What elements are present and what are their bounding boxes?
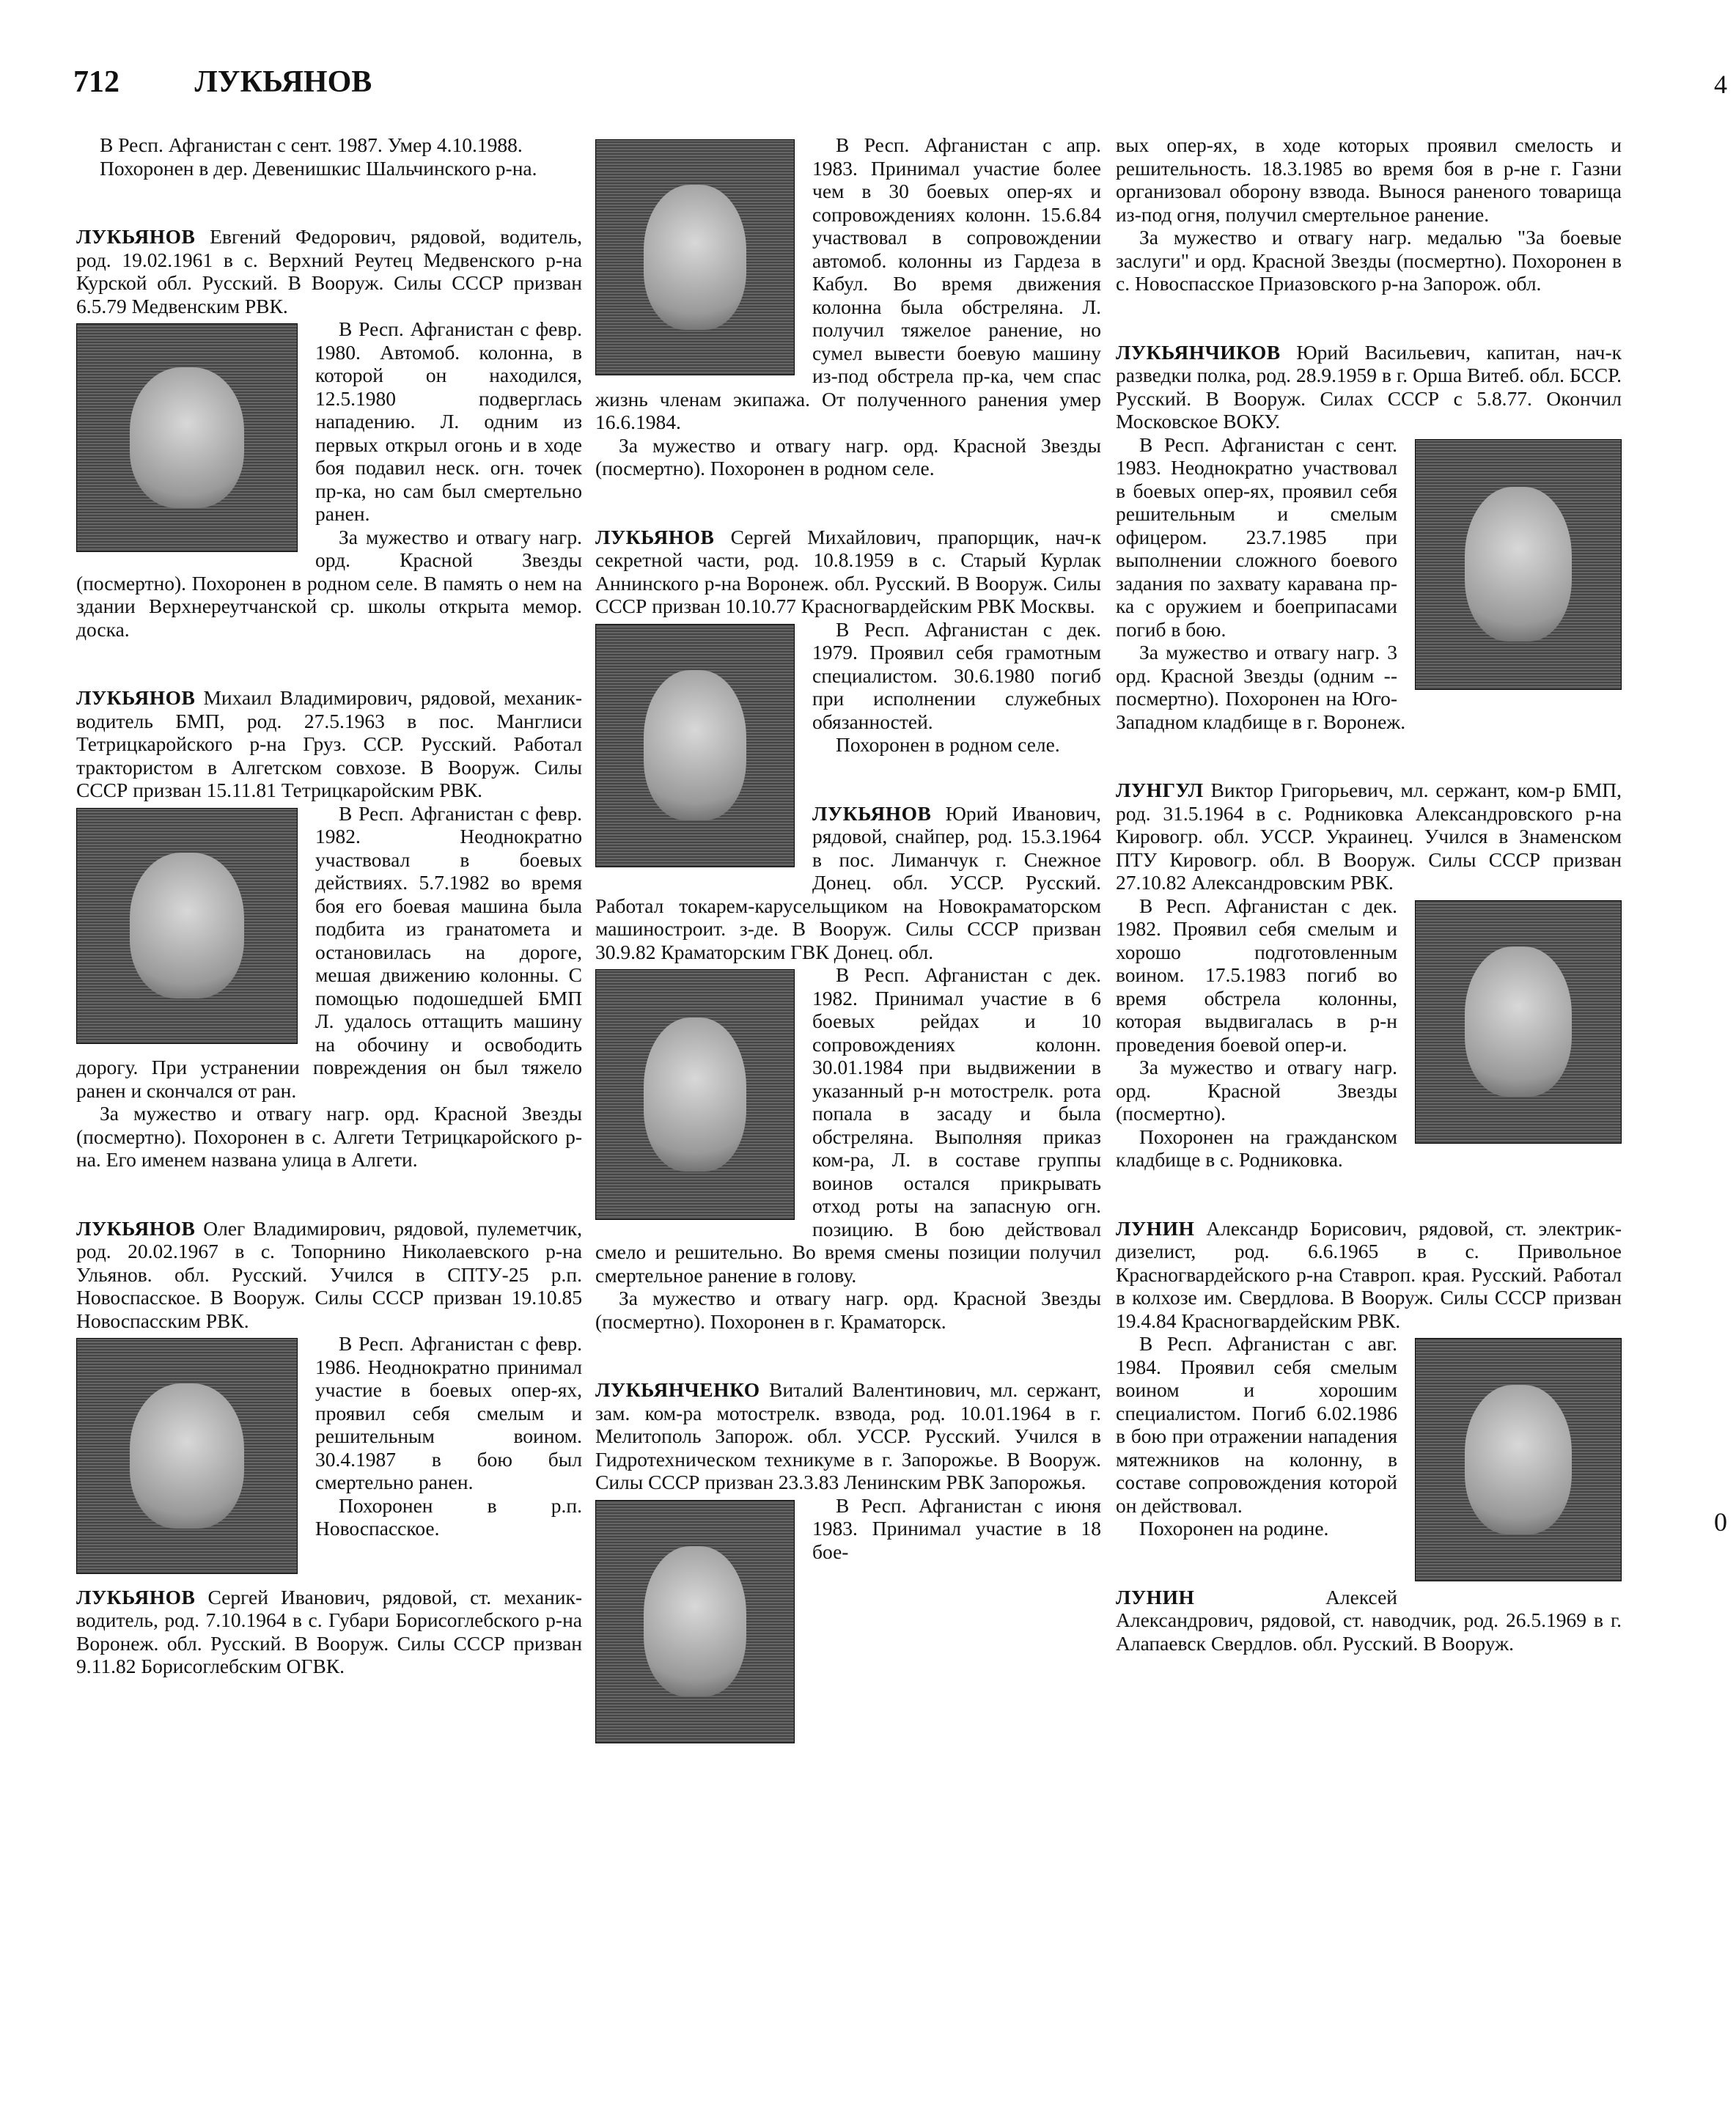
- entry-lunin-alexandr: [1116, 1217, 1622, 1540]
- entry-surname: ЛУКЬЯНЧИКОВ: [1116, 340, 1281, 364]
- entry-surname: ЛУКЬЯНОВ: [76, 1216, 196, 1240]
- entry-surname: ЛУНИН: [1116, 1585, 1195, 1608]
- entry-lukyanov-sergey-mikhailovich: [595, 526, 1101, 757]
- entry-lead: Евгений Федорович, рядовой, водитель, род. 19.02.1961 в с. Верхний Реутец Медвенского р-на Курской обл. Русский. В Вооруж. Силы СССР призван 6.5.79 Медвенским РВК.: [76, 225, 582, 317]
- entry-surname: ЛУКЬЯНЧЕНКО: [595, 1378, 760, 1401]
- entry-paragraph: За мужество и отвагу нагр. орд. Красной Звезды (посмертно).: [1116, 1056, 1397, 1125]
- page-header: [73, 65, 372, 100]
- portrait-photo: [595, 1500, 795, 1743]
- entry-paragraph: В Респ. Афганистан с дек. 1982. Проявил себя смелым и хорошо подготовленным воином. 17.5.1983 погиб во время обстрела колонны, которая выдвигалась в р-н проведения боевой опер-и.: [1116, 894, 1397, 1056]
- entry-paragraph: За мужество и отвагу нагр. орд. Красной Звезды (посмертно). Похоронен в родном селе.: [595, 433, 1101, 479]
- column-2: [595, 133, 1101, 1749]
- entry-paragraph: Похоронен в дер. Девенишкис Шальчинского р-на.: [100, 156, 537, 180]
- entry-surname: ЛУКЬЯНОВ: [76, 1585, 196, 1608]
- entry-paragraph: В Респ. Афганистан с июня 1983. Принимал участие в 18 бое-: [812, 1493, 1101, 1563]
- column-1: [76, 133, 582, 1678]
- entry-paragraph: В Респ. Афганистан с февр. 1982. Неоднократно участвовал в боевых действиях. 5.7.1982 во время боя его боевая машина была подбита из гранатомета и остановилась на дороге, мешая движению колонны. С помощью подошедшей БМП Л. удалось оттащить машину на обочину и освободить дорогу. При устранении повреждения он был тяжело ранен и скончался от ран.: [76, 801, 582, 1102]
- entry-lead: Сергей Иванович, рядовой, ст. механик-водитель, род. 7.10.1964 в с. Губари Борисоглебского р-на Воронеж. обл. Русский. В Вооруж. Силы СССР призван 9.11.82 Борисоглебским ОГВК.: [76, 1585, 582, 1677]
- entry-paragraph: За мужество и отвагу нагр. орд. Красной Звезды (посмертно). Похоронен в г. Краматорск.: [595, 1287, 1101, 1333]
- entry-paragraph: Похоронен на родине.: [1139, 1517, 1329, 1540]
- portrait-photo: [76, 808, 298, 1044]
- entry-lukyanov-sergey-ivanovich: [76, 1586, 582, 1678]
- entry-lead: Александр Борисович, рядовой, ст. электрик-дизелист, род. 6.6.1965 в с. Привольное Красногвардейского р-на Ставроп. края. Русский. Работал в колхозе им. Свердлова. В Вооруж. Силы СССР призван 19.4.84 Красногвардейским РВК.: [1116, 1216, 1622, 1332]
- entry-paragraph: вых опер-ях, в ходе которых проявил смелость и решительность. 18.3.1985 во время боя в р-не г. Газни организовал оборону взвода. Вынося раненого товарища из-под огня, получил смертельное ранение.: [1116, 133, 1622, 226]
- portrait-photo: [595, 139, 795, 375]
- entry-continuation: [1116, 133, 1622, 295]
- edge-mark-2: 0: [1714, 1507, 1727, 1537]
- entry-paragraph: Похоронен в р.п. Новоспасское.: [315, 1493, 582, 1540]
- entry-lungul: [1116, 779, 1622, 1172]
- entry-lead: Михаил Владимирович, рядовой, механик-водитель БМП, род. 27.5.1963 в пос. Манглиси Тетрицкаройского р-на Груз. ССР. Русский. Работал трактористом в Алгетском совхозе. В Вооруж. Силы СССР призван 15.11.81 Тетрицкаройским РВК.: [76, 686, 583, 801]
- entry-lukyanov-oleg: [76, 1217, 582, 1540]
- portrait-photo: [595, 969, 795, 1220]
- portrait-photo: [1415, 1338, 1622, 1581]
- portrait-photo: [1415, 900, 1622, 1144]
- portrait-photo: [1415, 439, 1622, 690]
- entry-paragraph: В Респ. Афганистан с дек. 1979. Проявил себя грамотным специалистом. 30.6.1980 погиб при исполнении служебных обязанностей.: [812, 617, 1101, 733]
- entry-paragraph: За мужество и отвагу нагр. медалью "За боевые заслуги" и орд. Красной Звезды (посмертно). Похоронен в с. Новоспасское Приазовского р-на Запорож. обл.: [1116, 226, 1622, 295]
- entry-paragraph: Похоронен в родном селе.: [836, 733, 1060, 756]
- entry-paragraph: В Респ. Афганистан с февр. 1986. Неоднократно принимал участие в боевых опер-ях, проявил себя смелым и решительным воином. 30.4.1987 в бою был смертельно ранен.: [315, 1332, 582, 1493]
- portrait-photo: [76, 323, 298, 552]
- entry-lead: Алексей Александрович, рядовой, ст. наводчик, род. 26.5.1969 в г. Алапаевск Свердлов. обл. Русский. В Вооруж.: [1116, 1585, 1622, 1655]
- entry-paragraph: В Респ. Афганистан с дек. 1982. Принимал участие в 6 боевых рейдах и 10 сопровождениях колонн. 30.01.1984 при выдвижении в указанный р-н мотострелк. рота попала в засаду и была обстреляна. Выполняя приказ ком-ра, Л. в составе группы воинов остался прикрывать отход роты на запасную огн. позицию. В бою действовал смело и решительно. Во время смены позиции получил смертельное ранение в голову.: [595, 963, 1101, 1287]
- entry-surname: ЛУНИН: [1116, 1216, 1195, 1240]
- entry-lead: Юрий Иванович, рядовой, снайпер, род. 15.3.1964 в пос. Лиманчук г. Снежное Донец. обл. УССР. Русский. Работал токарем-карусельщиком на Новокраматорском машиностроит. з-де. В Вооруж. Силы СССР призван 30.9.82 Краматорским ГВК Донец. обл.: [595, 801, 1101, 963]
- entry-lead: Олег Владимирович, рядовой, пулеметчик, род. 20.02.1967 в с. Топорнино Николаевского р-на Ульянов. обл. Русский. Учился в СПТУ-25 р.п. Новоспасское. В Вооруж. Силы СССР призван 19.10.85 Новоспасским РВК.: [76, 1216, 583, 1332]
- entry-surname: ЛУНГУЛ: [1116, 779, 1204, 801]
- entry-lead: Виталий Валентинович, мл. сержант, зам. ком-ра мотострелк. взвода, род. 10.01.1964 в г. Мелитополь Запорож. обл. УССР. Русский. Учился в Гидротехническом техникуме в г. Запорожье. В Вооруж. Силы СССР призван 23.3.83 Ленинским РВК Запорожья.: [595, 1378, 1101, 1493]
- page-title: ЛУКЬЯНОВ: [194, 65, 372, 99]
- entry-lukyanov-mikhail: [76, 686, 582, 1172]
- entry-lead: Юрий Васильевич, капитан, нач-к разведки полка, род. 28.9.1959 в г. Орша Витеб. обл. БССР. Русский. В Вооруж. Силах СССР с 5.8.77. Окончил Московское ВОКУ.: [1116, 340, 1622, 433]
- entry-lukyanov-evgeny: [76, 225, 582, 641]
- column-3: [1116, 133, 1622, 1655]
- entry-paragraph: Похоронен на гражданском кладбище в с. Родниковка.: [1116, 1125, 1397, 1171]
- entry-paragraph: В Респ. Афганистан с апр. 1983. Принимал участие более чем в 30 боевых опер-ях и сопровождениях колонн. 15.6.84 участвовал в сопровождении автомоб. колонны из Гардеза в Кабул. Во время движения колонна была обстреляна. Л. получил тяжелое ранение, но сумел вывести боевую машину из-под обстрела пр-ка, чем спас жизнь членам экипажа. От полученного ранения умер 16.6.1984.: [595, 133, 1101, 433]
- entry-lukyanchikov: [1116, 341, 1622, 734]
- entry-surname: ЛУКЬЯНОВ: [76, 225, 196, 248]
- entry-paragraph: За мужество и отвагу нагр. орд. Красной Звезды (посмертно). Похоронен в родном селе. В память о нем на здании Верхнереутчанской ср. школы открыта мемор. доска.: [76, 525, 582, 641]
- entry-lead: Виктор Григорьевич, мл. сержант, ком-р БМП, род. 31.5.1964 в с. Родниковка Александровского р-на Кировогр. обл. УССР. Украинец. Учился в Знаменском ПТУ Кировогр. обл. В Вооруж. Силы СССР призван 27.10.82 Александровским РВК.: [1116, 779, 1622, 894]
- entry-paragraph: За мужество и отвагу нагр. орд. Красной Звезды (посмертно). Похоронен в с. Алгети Тетрицкаройского р-на. Его именем названа улица в Алгети.: [76, 1102, 582, 1171]
- entry-surname: ЛУКЬЯНОВ: [76, 686, 196, 709]
- entry-paragraph: В Респ. Афганистан с февр. 1980. Автомоб. колонна, в которой он находился, 12.5.1980 подверглась нападению. Л. одним из первых открыл огонь и в ходе боя подавил неск. огн. точек пр-ка, но сам был смертельно ранен.: [315, 317, 582, 525]
- entry-continuation: [595, 133, 1101, 480]
- portrait-photo: [76, 1338, 298, 1574]
- portrait-photo: [595, 624, 795, 867]
- entry-lead: Сергей Михайлович, прапорщик, нач-к секретной части, род. 10.8.1959 в с. Старый Курлак Аннинского р-на Воронеж. обл. Русский. В Вооруж. Силы СССР призван 10.10.77 Красногвардейским РВК Москвы.: [595, 525, 1101, 617]
- entry-surname: ЛУКЬЯНОВ: [595, 525, 715, 548]
- entry-paragraph: За мужество и отвагу нагр. 3 орд. Красной Звезды (одним -- посмертно). Похоронен на Юго-Западном кладбище в г. Воронеж.: [1116, 641, 1406, 733]
- page-number: 712: [73, 65, 119, 99]
- entry-surname: ЛУКЬЯНОВ: [812, 801, 932, 825]
- entry-lukyanchenko: [595, 1378, 1101, 1563]
- entry-paragraph: В Респ. Афганистан с авг. 1984. Проявил себя смелым воином и хорошим специалистом. Погиб 6.02.1986 в бою при отражении нападения мятежников на колонну, в составе сопровождения которой он действовал.: [1116, 1332, 1397, 1517]
- entry-paragraph: В Респ. Афганистан с сент. 1983. Неоднократно участвовал в боевых опер-ях, проявил себя решительным и смелым офицером. 23.7.1985 при выполнении сложного боевого задания по захвату каравана пр-ка с оружием и боеприпасами погиб в бою.: [1116, 433, 1397, 641]
- entry-lunin-aleksey: [1116, 1586, 1622, 1655]
- edge-mark: 4: [1714, 70, 1727, 99]
- entry-continuation: [76, 133, 582, 180]
- entry-paragraph: В Респ. Афганистан с сент. 1987. Умер 4.10.1988.: [100, 133, 523, 156]
- entry-lukyanov-yuri: [595, 802, 1101, 1334]
